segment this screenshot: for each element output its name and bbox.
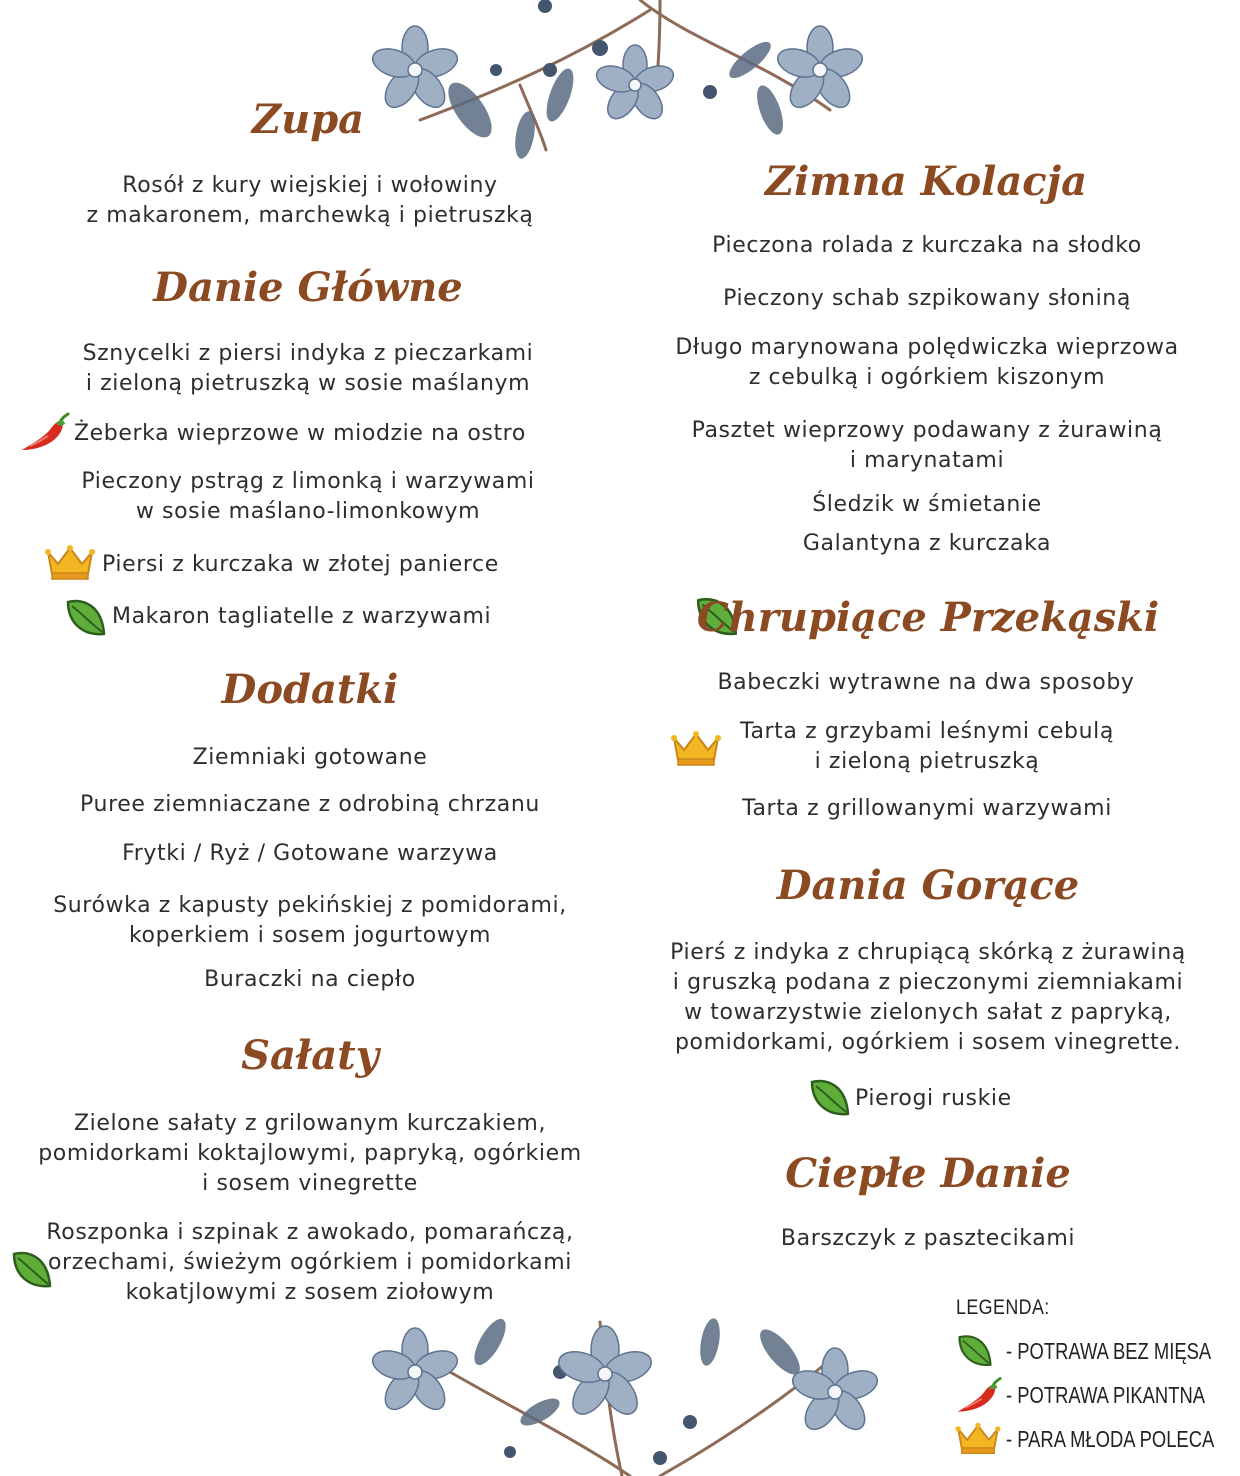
section-heading-dodatki: Dodatki xyxy=(221,666,399,713)
legend-label: - POTRAWA BEZ MIĘSA xyxy=(1006,1338,1212,1364)
leaf-icon xyxy=(954,1332,996,1370)
legend-label: - POTRAWA PIKANTNA xyxy=(1006,1382,1206,1408)
crown-icon xyxy=(44,542,96,582)
crown-icon xyxy=(670,728,722,768)
menu-item: Sznycelki z piersi indyka z pieczarkami i zieloną pietruszką w sosie maślanym xyxy=(82,341,534,396)
section-heading-zimna-kolacja: Zimna Kolacja xyxy=(764,158,1088,205)
menu-item: Piersi z kurczaka w złotej panierce xyxy=(102,552,499,577)
menu-item: Ziemniaki gotowane xyxy=(192,745,428,770)
menu-item: Tarta z grillowanymi warzywami xyxy=(742,796,1112,821)
menu-item: Pierogi ruskie xyxy=(855,1086,1012,1111)
leaf-icon xyxy=(808,1076,852,1120)
menu-item: Pieczony pstrąg z limonką i warzywami w sosie maślano-limonkowym xyxy=(81,469,535,524)
menu-item: Tarta z grzybami leśnymi cebulą i zieloną pietruszką xyxy=(740,719,1114,774)
section-heading-cieple-danie: Ciepłe Danie xyxy=(785,1150,1071,1197)
crown-icon xyxy=(954,1420,1002,1456)
menu-item: Żeberka wieprzowe w miodzie na ostro xyxy=(74,421,526,446)
legend-label: - PARA MŁODA POLECA xyxy=(1006,1426,1215,1452)
menu-item: Zielone sałaty z grilowanym kurczakiem, pomidorkami koktajlowymi, papryką, ogórkiem i sosem vinegrette xyxy=(38,1111,582,1196)
menu-item: Roszponka i szpinak z awokado, pomarańczą, orzechami, świeżym ogórkiem i pomidorkami kokatjlowymi z sosem ziołowym xyxy=(46,1220,574,1305)
section-heading-danie-glowne: Danie Główne xyxy=(153,264,463,311)
legend-title: LEGENDA: xyxy=(956,1296,1050,1319)
section-heading-zupa: Zupa xyxy=(251,96,365,143)
menu-item: Galantyna z kurczaka xyxy=(802,531,1052,556)
floral-decoration-top xyxy=(360,0,900,170)
menu-item: Puree ziemniaczane z odrobiną chrzanu xyxy=(80,792,540,817)
menu-item: Pasztet wieprzowy podawany z żurawiną i marynatami xyxy=(691,418,1163,473)
legend-entry-meatless xyxy=(952,1330,1222,1370)
floral-decoration-bottom xyxy=(360,1312,920,1476)
legend xyxy=(952,1292,1222,1462)
menu-item: Pieczony schab szpikowany słoniną xyxy=(723,286,1131,311)
menu-item: Frytki / Ryż / Gotowane warzywa xyxy=(122,841,498,866)
menu-item: Śledzik w śmietanie xyxy=(812,492,1042,517)
section-heading-dania-gorace: Dania Gorące xyxy=(776,862,1080,909)
chili-icon xyxy=(18,412,70,454)
menu-item: Surówka z kapusty pekińskiej z pomidorami, koperkiem i sosem jogurtowym xyxy=(53,893,567,948)
legend-entry-spicy xyxy=(952,1374,1222,1414)
section-heading-chrupiace-przekaski: Chrupiące Przekąski xyxy=(696,594,1160,641)
menu-item: Długo marynowana polędwiczka wieprzowa z cebulką i ogórkiem kiszonym xyxy=(675,335,1179,390)
menu-item: Rosół z kury wiejskiej i wołowiny z makaronem, marchewką i pietruszką xyxy=(86,173,534,228)
section-heading-salaty: Sałaty xyxy=(241,1032,379,1079)
menu-item: Babeczki wytrawne na dwa sposoby xyxy=(717,670,1135,695)
menu-item: Pieczona rolada z kurczaka na słodko xyxy=(712,233,1142,258)
chili-icon xyxy=(954,1376,1002,1416)
menu-item: Buraczki na ciepło xyxy=(204,967,416,992)
legend-entry-recommended xyxy=(952,1418,1222,1458)
menu-item: Pierś z indyka z chrupiącą skórką z żurawiną i gruszką podana z pieczonymi ziemniakami w towarzystwie zielonych sałat z papryką, pomidorkami, ogórkiem i sosem vinegrette. xyxy=(670,940,1186,1055)
leaf-icon xyxy=(64,596,108,640)
menu-item: Barszczyk z pasztecikami xyxy=(780,1226,1076,1251)
menu-item: Makaron tagliatelle z warzywami xyxy=(112,604,492,629)
